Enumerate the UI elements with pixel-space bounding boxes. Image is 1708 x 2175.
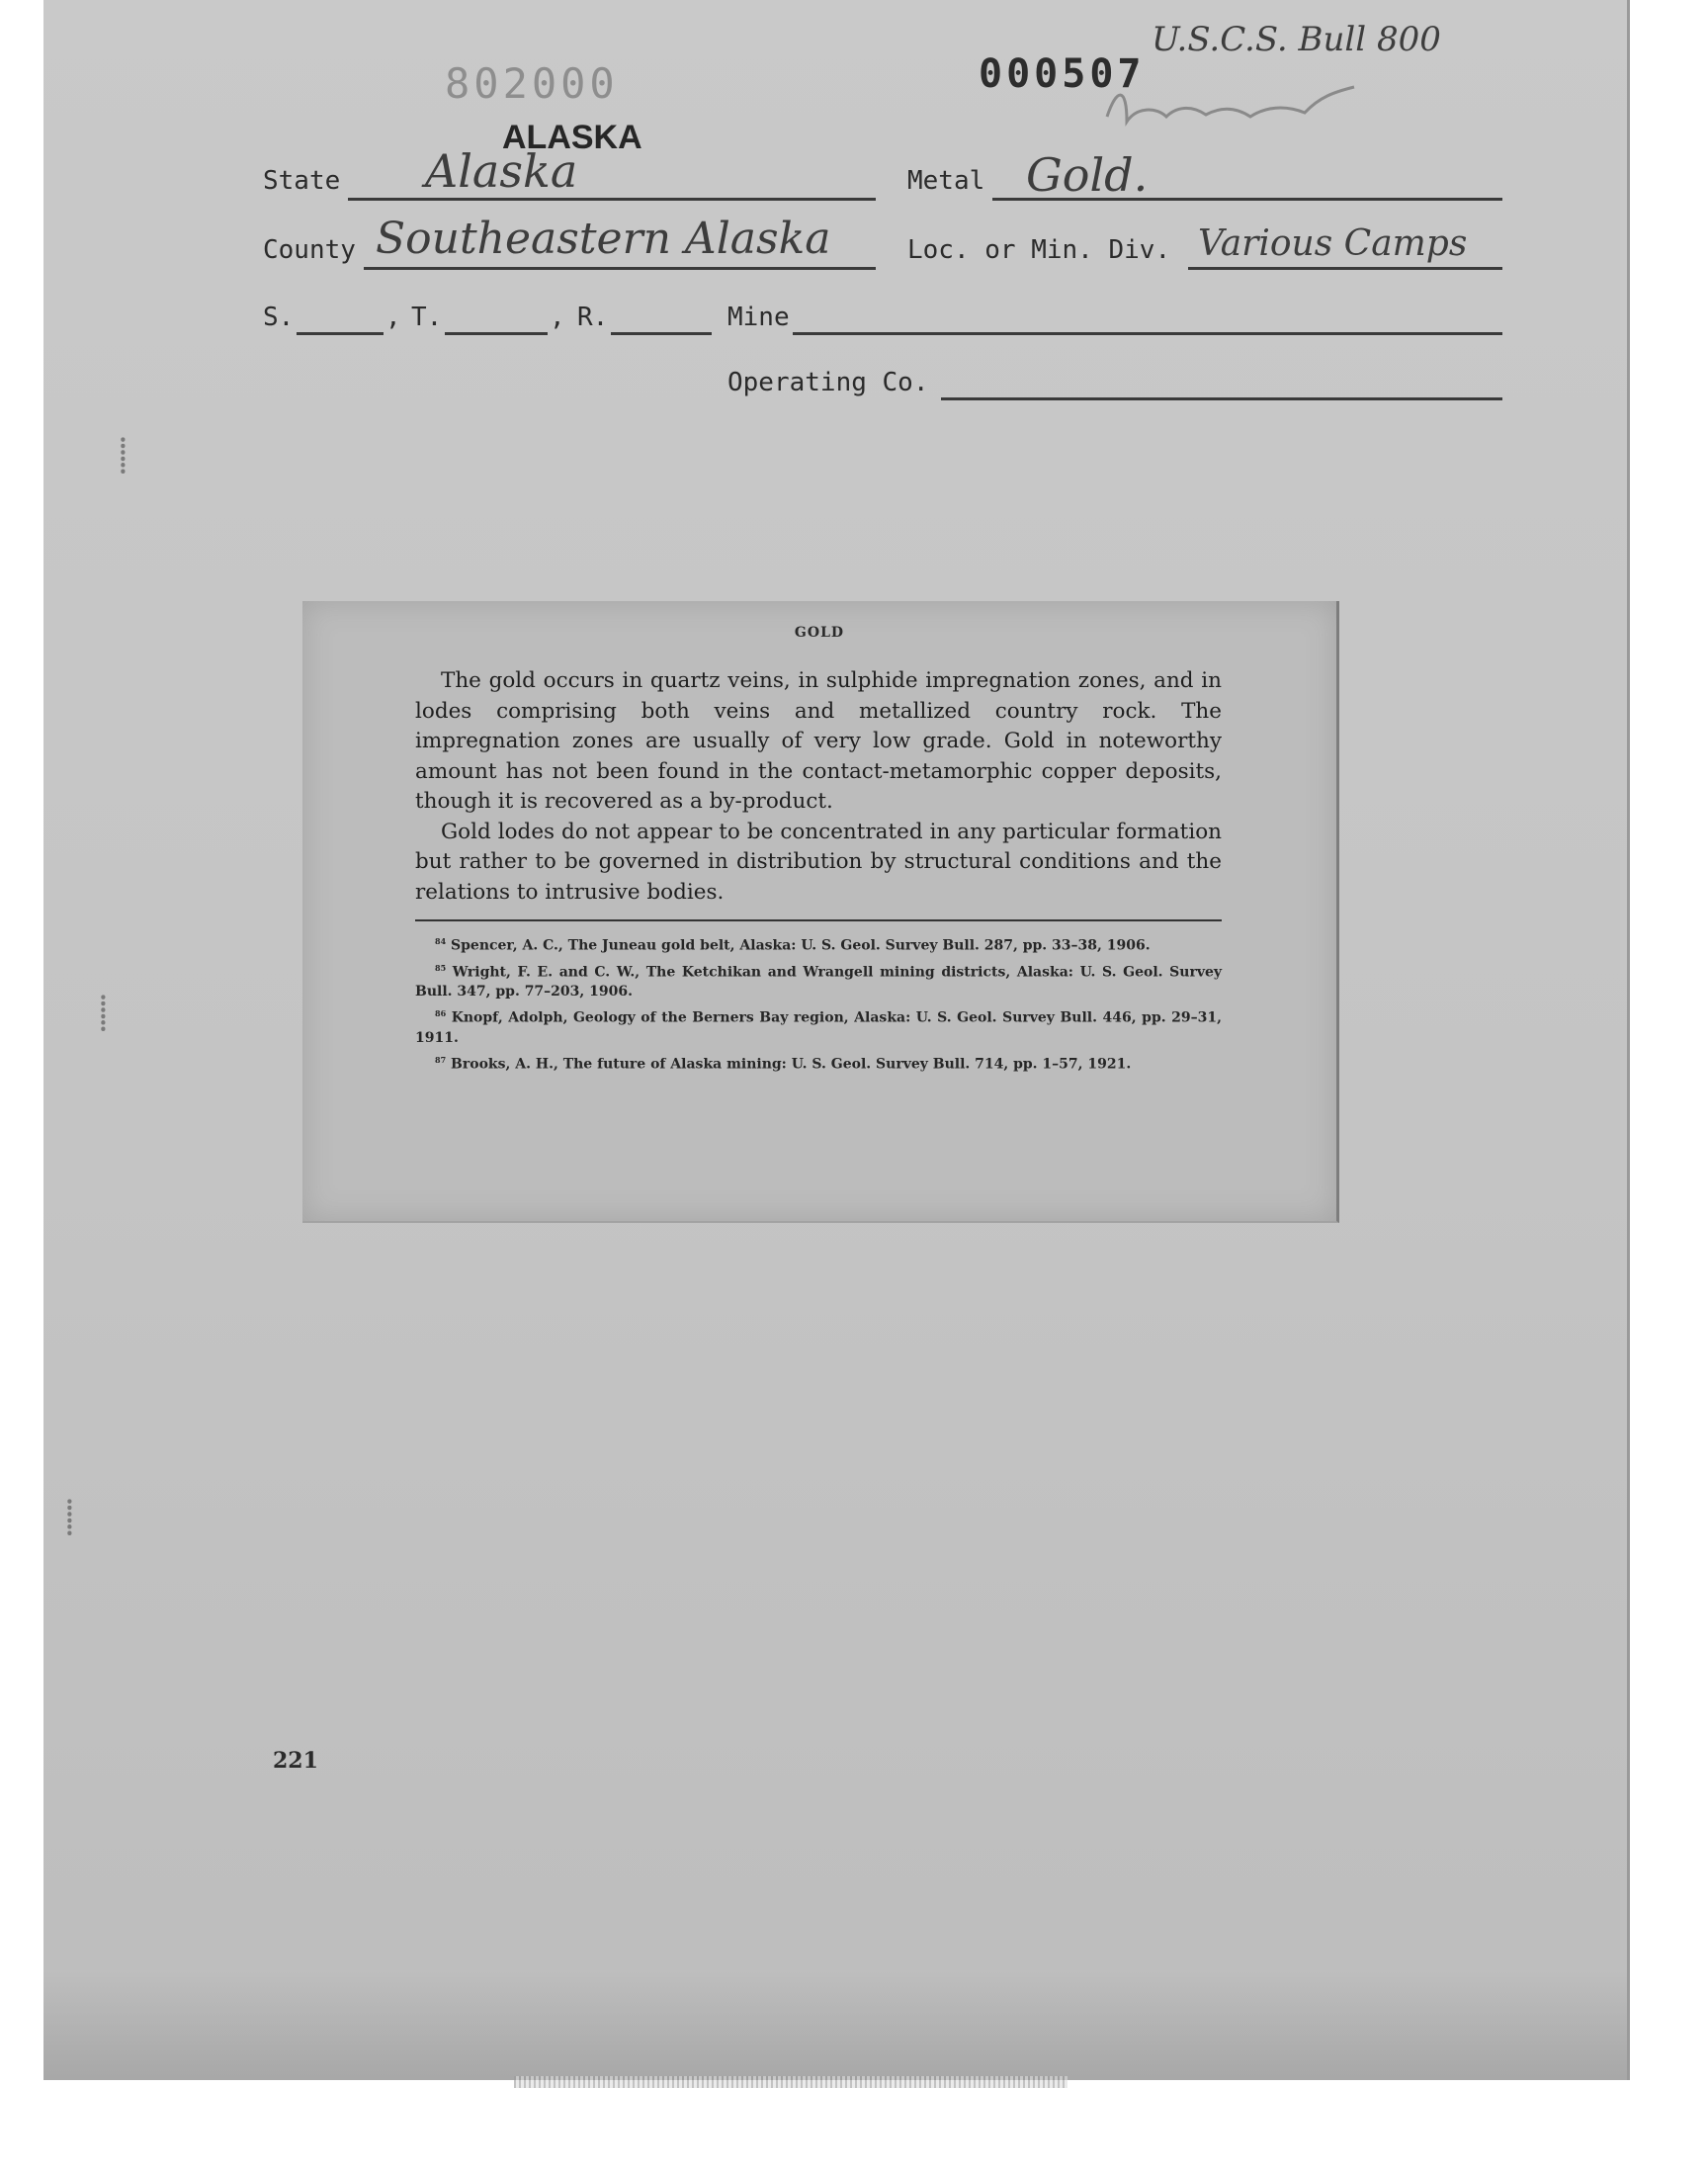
footnote [415, 958, 1222, 1002]
metal-value: Gold. [1026, 148, 1149, 202]
margin-mark: ⸽ [65, 1498, 74, 1537]
footnote-text: Knopf, Adolph, Geology of the Berners Bay region, Alaska: U. S. Geol. Survey Bull. 446, pp. 29–31, 1911. [415, 1009, 1222, 1046]
footnote [415, 931, 1222, 956]
mine-label: Mine [727, 303, 790, 332]
county-field-line [364, 267, 876, 270]
separator-comma-2: , [550, 303, 565, 332]
pasted-clipping [302, 601, 1339, 1223]
footnote-mark: 86 [435, 1008, 447, 1019]
footnote [415, 1003, 1222, 1048]
footnote [415, 1050, 1222, 1075]
footnote-text: Spencer, A. C., The Juneau gold belt, Alaska: U. S. Geol. Survey Bull. 287, pp. 33–38, 1906. [451, 937, 1151, 954]
metal-label: Metal [907, 166, 985, 196]
separator-comma-1: , [385, 303, 401, 332]
handwritten-reference: U.S.C.S. Bull 800 [1152, 20, 1441, 59]
margin-mark: ⸽ [119, 436, 128, 476]
mine-field-line [793, 332, 1502, 335]
margin-mark: ⸽ [99, 994, 108, 1033]
operating-co-field-line [941, 397, 1502, 400]
location-value: Various Camps [1198, 223, 1468, 264]
footnote-rule [415, 919, 1222, 921]
footnote-text: Brooks, A. H., The future of Alaska mining: U. S. Geol. Survey Bull. 714, pp. 1–57, 1921. [451, 1056, 1132, 1073]
state-value: Alaska [425, 144, 578, 198]
faded-stamp-number: 802000 [445, 59, 619, 108]
township-label: T. [411, 303, 443, 332]
location-label: Loc. or Min. Div. [907, 235, 1171, 265]
county-value: Southeastern Alaska [376, 214, 831, 264]
range-field-line [611, 332, 712, 335]
state-field-line [348, 198, 876, 201]
footnote-text: Wright, F. E. and C. W., The Ketchikan and Wrangell mining districts, Alaska: U. S. Geol. Survey Bull. 347, pp. 77–203, 1906. [415, 964, 1222, 1000]
clipping-body [415, 666, 1222, 908]
section-field-line [297, 332, 384, 335]
footnote-mark: 85 [435, 962, 447, 973]
page-number: 221 [273, 1748, 318, 1774]
county-label: County [263, 235, 356, 265]
footnote-mark: 87 [435, 1054, 447, 1065]
scan-edge-strip [514, 2076, 1068, 2088]
clipping-paragraph: Gold lodes do not appear to be concentrated in any particular formation but rather to be governed in distribution by structural conditions and the relations to intrusive bodies. [415, 819, 1222, 905]
scribble-mark [1097, 77, 1374, 136]
range-label: R. [577, 303, 609, 332]
document-number: 000507 [979, 51, 1146, 97]
clipping-paragraph: The gold occurs in quartz veins, in sulphide impregnation zones, and in lodes comprising both veins and metallized country rock. The impregnation zones are usually of very low grade. Gold in noteworthy amount has not been found in the contact-metamorphic copper deposits, though it is recovered as a by-product. [415, 668, 1222, 814]
stamp-state: ALASKA [502, 119, 642, 156]
clipping-title: GOLD [794, 625, 845, 641]
section-label: S. [263, 303, 295, 332]
footnotes [415, 931, 1222, 1077]
footnote-mark: 84 [435, 936, 447, 946]
scan-shadow-band [43, 1971, 1627, 2080]
state-label: State [263, 166, 341, 196]
township-field-line [445, 332, 548, 335]
operating-co-label: Operating Co. [727, 368, 929, 397]
handwritten-scribble [1097, 77, 1374, 146]
location-field-line [1188, 267, 1502, 270]
